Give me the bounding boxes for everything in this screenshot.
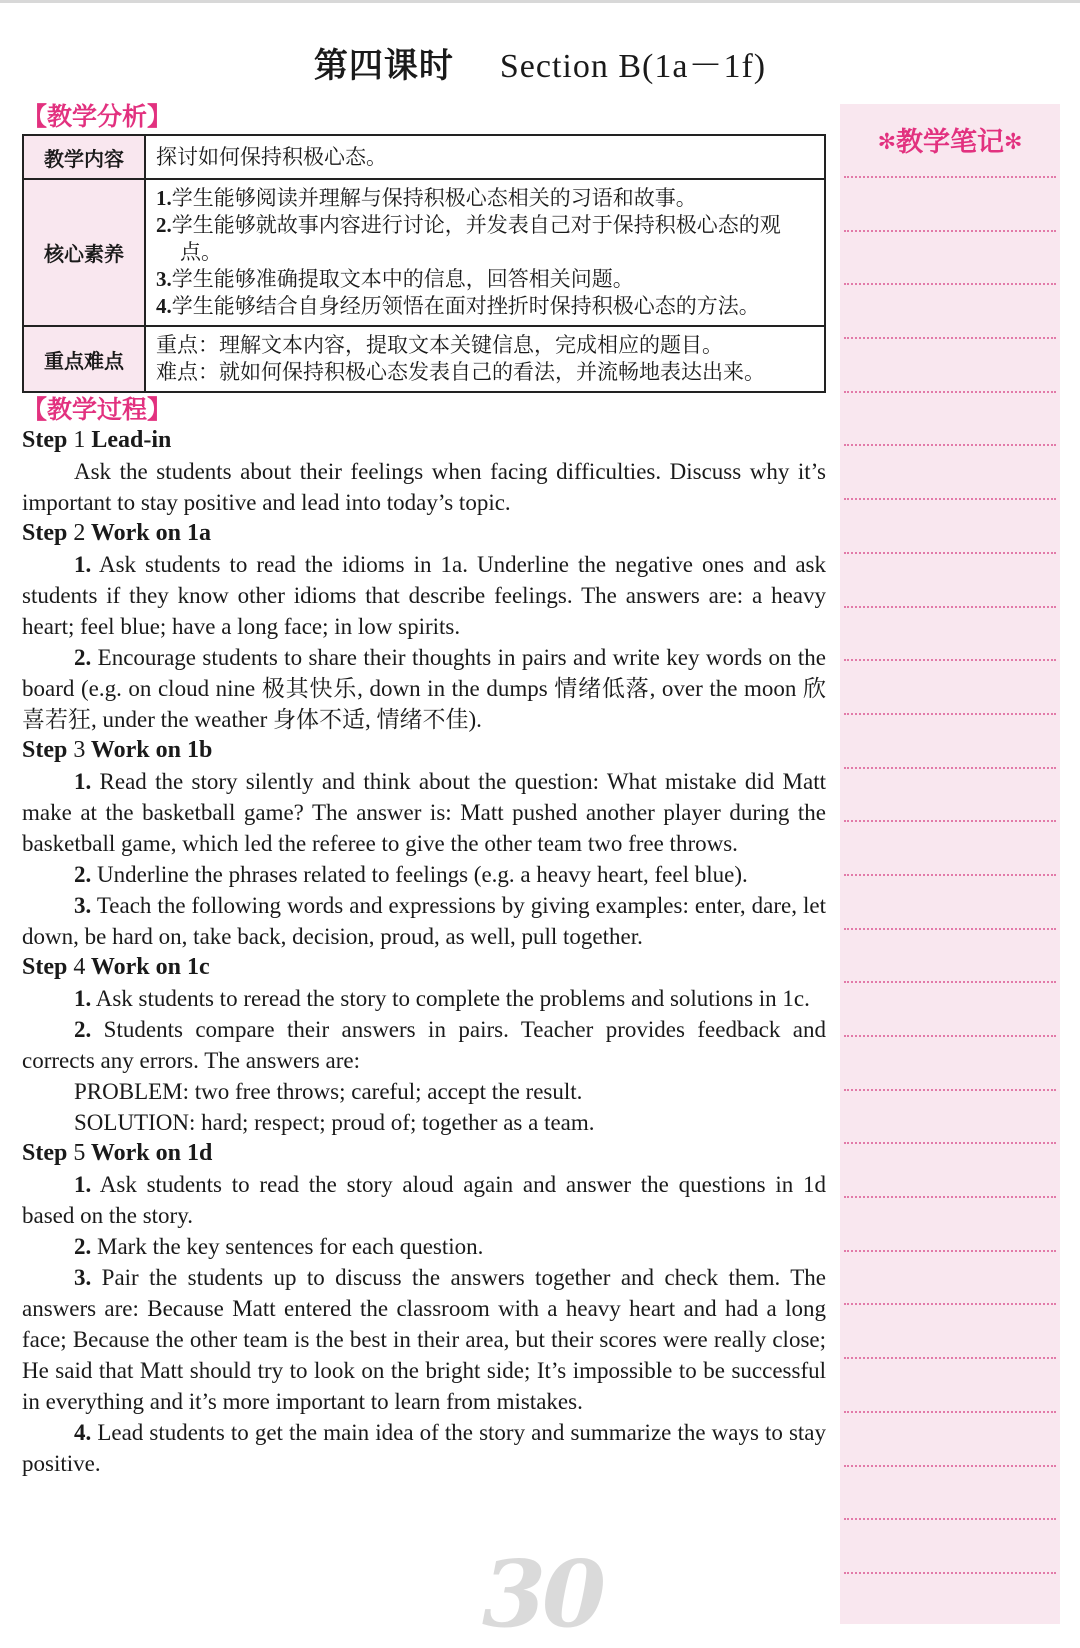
step-paragraph — [22, 549, 826, 642]
core-item-number: 3. — [156, 267, 172, 291]
content-label: 教学内容 — [23, 135, 145, 179]
step-word: Step — [22, 520, 68, 546]
core-item — [156, 266, 814, 293]
note-line — [844, 1572, 1056, 1574]
analysis-table — [22, 134, 826, 393]
note-line — [844, 176, 1056, 178]
top-rule — [0, 0, 1080, 3]
paragraph-number: 2. — [74, 1017, 92, 1042]
paragraph-number: 1. — [74, 1172, 92, 1197]
main-column — [22, 102, 826, 1479]
step-number: 2 — [73, 520, 86, 546]
step-title: Work on 1a — [90, 520, 211, 546]
note-line — [844, 1142, 1056, 1144]
note-line — [844, 230, 1056, 232]
note-line — [844, 498, 1056, 500]
answer-line: PROBLEM: two free throws; careful; accept the result. — [74, 1079, 583, 1104]
core-item-text: 学生能够阅读并理解与保持积极心态相关的习语和故事。 — [171, 186, 697, 210]
paragraph-text: Encourage students to share their thoughts in pairs and write key words on the board (e.g. on cloud nine 极其快乐, down in the dumps 情绪低落, over the moon 欣喜若狂, under the weather 身体不适, 情绪不佳). — [22, 645, 826, 732]
notes-heading-label: 教学笔记 — [896, 127, 1004, 158]
core-item-text: 学生能够就故事内容进行讨论，并发表自己对于保持积极心态的观点。 — [171, 213, 781, 264]
lesson-title-en: Section B(1a－1f) — [499, 48, 767, 85]
paragraph-text: Students compare their answers in pairs. Teacher provides feedback and corrects any errors. The answers are: — [22, 1017, 826, 1073]
paragraph-text: Ask students to read the idioms in 1a. Underline the negative ones and ask students if they know other idioms that describe feelings. The answers are: a heavy heart; feel blue; have a long face; in low spirits. — [22, 552, 826, 639]
paragraph-text: Pair the students up to discuss the answers together and check them. The answers are: Because Matt entered the classroom with a heavy heart and had a long face; Because the other team is the best in their area, but their scores were really close; He said that Matt should try to look on the bright side; It’s impossible to be successful in everything and it’s more important to learn from mistakes. — [22, 1265, 826, 1414]
note-line — [844, 928, 1056, 930]
note-line — [844, 659, 1056, 661]
note-line — [844, 767, 1056, 769]
note-line — [844, 1089, 1056, 1091]
analysis-heading: 【教学分析】 — [22, 102, 173, 131]
step-heading — [22, 1138, 826, 1169]
paragraph-number: 2. — [74, 1234, 92, 1259]
step-paragraph — [22, 1417, 826, 1479]
step-heading — [22, 518, 826, 549]
paragraph-number: 2. — [74, 645, 92, 670]
step-word: Step — [22, 954, 68, 980]
core-item-text: 学生能够准确提取文本中的信息，回答相关问题。 — [171, 267, 634, 291]
key-label: 重点难点 — [23, 326, 145, 392]
step-paragraph — [22, 642, 826, 735]
note-lines — [840, 176, 1060, 1574]
step-paragraph — [22, 456, 826, 518]
note-line — [844, 606, 1056, 608]
table-row — [23, 179, 825, 326]
step-number: 5 — [73, 1140, 86, 1166]
core-item — [156, 212, 814, 266]
core-item-number: 4. — [156, 294, 172, 318]
step-word: Step — [22, 427, 68, 453]
note-line — [844, 1303, 1056, 1305]
paragraph-text: Lead students to get the main idea of the story and summarize the ways to stay positive. — [22, 1420, 826, 1476]
paragraph-number: 3. — [74, 893, 92, 918]
note-line — [844, 283, 1056, 285]
paragraph-number: 2. — [74, 862, 92, 887]
core-item — [156, 185, 814, 212]
notes-sidebar — [840, 104, 1060, 1624]
step-paragraph — [22, 983, 826, 1014]
step-heading — [22, 425, 826, 456]
paragraph-text: Ask students to read the story aloud again and answer the questions in 1d based on the story. — [22, 1172, 826, 1228]
note-line — [844, 713, 1056, 715]
page-title — [0, 38, 1080, 87]
flower-icon: ✻ — [877, 130, 896, 155]
process-heading: 【教学过程】 — [22, 395, 173, 424]
step-title: Lead-in — [91, 427, 172, 453]
core-item-number: 1. — [156, 186, 172, 210]
note-line — [844, 1250, 1056, 1252]
paragraph-text: Underline the phrases related to feelings (e.g. a heavy heart, feel blue). — [91, 862, 748, 887]
note-line — [844, 1357, 1056, 1359]
paragraph-text: Ask the students about their feelings when facing difficulties. Discuss why it’s important to stay positive and lead into today’s topic. — [22, 459, 826, 515]
paragraph-text: Teach the following words and expressions by giving examples: enter, dare, let down, be hard on, take back, decision, proud, as well, pull together. — [22, 893, 826, 949]
paragraph-text: Mark the key sentences for each question. — [91, 1234, 484, 1259]
key-cell — [145, 326, 825, 392]
step-paragraph — [22, 859, 826, 890]
core-items — [145, 179, 825, 326]
answer-line: SOLUTION: hard; respect; proud of; together as a team. — [74, 1110, 595, 1135]
step-number: 4 — [73, 954, 86, 980]
step-paragraph — [22, 766, 826, 859]
step-number: 3 — [73, 737, 86, 763]
note-line — [844, 1411, 1056, 1413]
note-line — [844, 981, 1056, 983]
note-line — [844, 391, 1056, 393]
content-text: 探讨如何保持积极心态。 — [145, 135, 825, 179]
core-item-number: 2. — [156, 213, 172, 237]
step-word: Step — [22, 737, 68, 763]
process-body — [22, 425, 826, 1479]
note-line — [844, 337, 1056, 339]
step-paragraph — [22, 890, 826, 952]
flower-icon: ✻ — [1004, 130, 1023, 155]
note-line — [844, 1518, 1056, 1520]
paragraph-number: 1. — [74, 552, 92, 577]
step-paragraph — [22, 1169, 826, 1231]
note-line — [844, 1035, 1056, 1037]
core-item — [156, 293, 814, 320]
step-title: Work on 1d — [90, 1140, 213, 1166]
step-title: Work on 1c — [90, 954, 210, 980]
note-line — [844, 874, 1056, 876]
core-label: 核心素养 — [23, 179, 145, 326]
step-heading — [22, 952, 826, 983]
paragraph-number: 1. — [74, 769, 92, 794]
note-line — [844, 552, 1056, 554]
paragraph-number: 4. — [74, 1420, 92, 1445]
step-paragraph — [22, 1262, 826, 1417]
step-word: Step — [22, 1140, 68, 1166]
note-line — [844, 444, 1056, 446]
step-heading — [22, 735, 826, 766]
step-paragraph — [22, 1231, 826, 1262]
paragraph-text: Ask students to reread the story to complete the problems and solutions in 1c. — [91, 986, 810, 1011]
page-number: 30 — [482, 1540, 603, 1648]
step-title: Work on 1b — [90, 737, 213, 763]
step-paragraph — [22, 1014, 826, 1076]
table-row — [23, 135, 825, 179]
paragraph-number: 3. — [74, 1265, 92, 1290]
note-line — [844, 820, 1056, 822]
notes-heading — [840, 104, 1060, 176]
paragraph-number: 1. — [74, 986, 92, 1011]
table-row — [23, 326, 825, 392]
step-number: 1 — [73, 427, 86, 453]
note-line — [844, 1196, 1056, 1198]
paragraph-text: Read the story silently and think about the question: What mistake did Matt make at the basketball game? The answer is: Matt pushed another player during the basketball game, which led the referee to give the other team two free throws. — [22, 769, 826, 856]
lesson-title-cn: 第四课时 — [313, 46, 454, 86]
core-item-text: 学生能够结合自身经历领悟在面对挫折时保持积极心态的方法。 — [171, 294, 760, 318]
key-point: 重点：理解文本内容，提取文本关键信息，完成相应的题目。 — [156, 333, 723, 357]
note-line — [844, 1465, 1056, 1467]
difficulty: 难点：就如何保持积极心态发表自己的看法，并流畅地表达出来。 — [156, 360, 765, 384]
